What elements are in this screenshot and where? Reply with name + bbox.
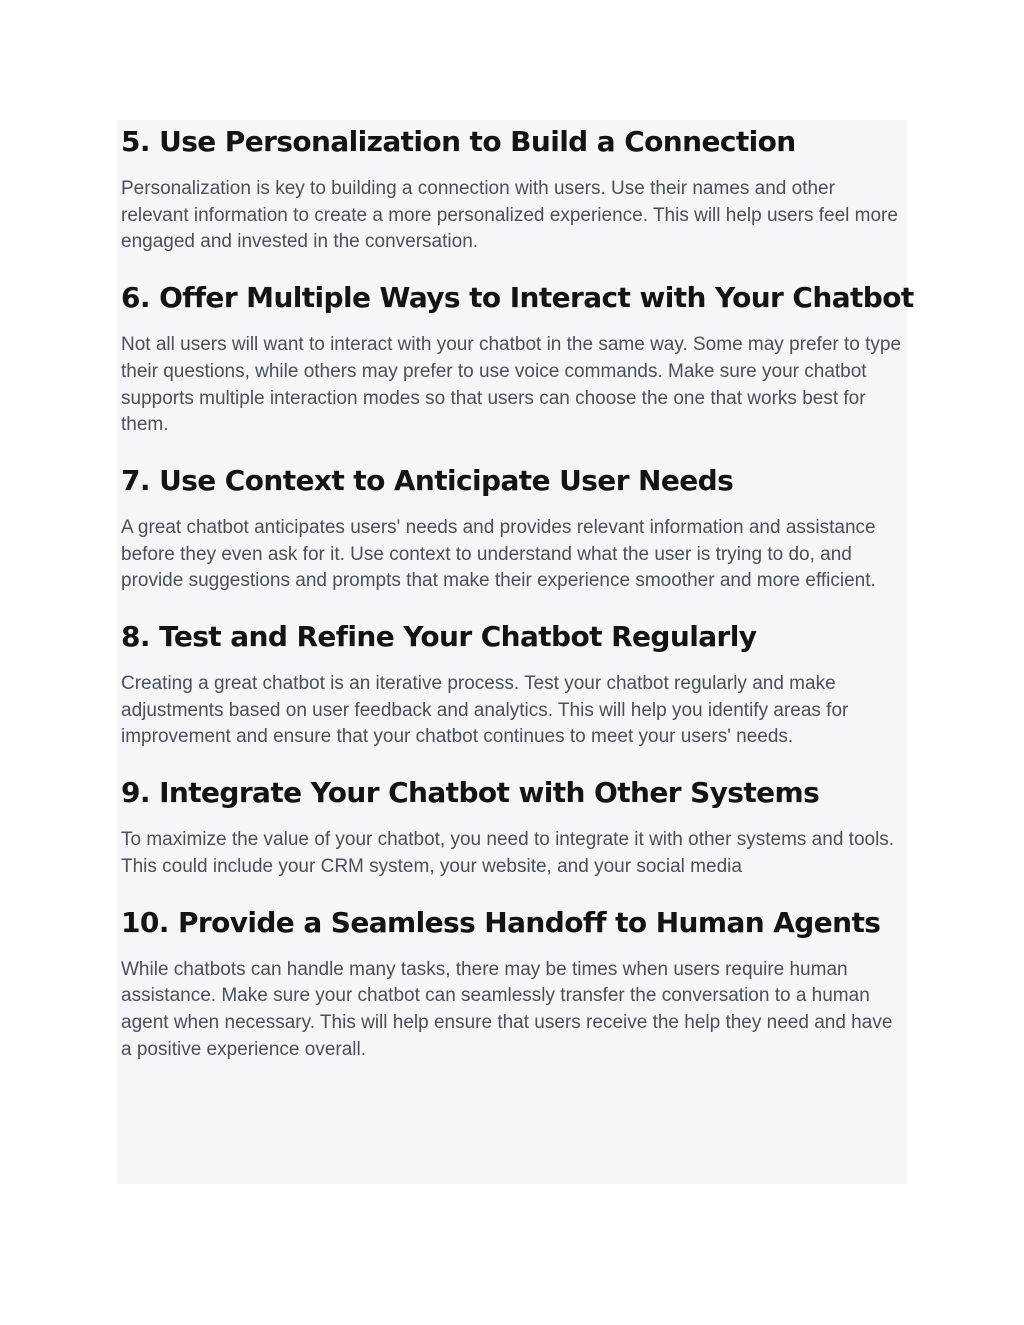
section-heading: 5. Use Personalization to Build a Connection	[121, 125, 796, 158]
section-heading: 7. Use Context to Anticipate User Needs	[121, 463, 734, 497]
section-personalization	[121, 122, 907, 256]
article-content-panel	[117, 120, 914, 1184]
section-paragraph: While chatbots can handle many tasks, there may be times when users require human assistance. Make sure your chatbot can seamlessly transfer the conversation to a human agent when necessary. This will help ensure that users receive the help they need and have a positive experience overall.	[121, 958, 893, 1060]
section-paragraph: A great chatbot anticipates users' needs and provides relevant information and assistance before they even ask for it. Use context to understand what the user is trying to do, and provide suggestions and prompts that make their experience smoother and more efficient.	[121, 516, 876, 592]
section-heading: 10. Provide a Seamless Handoff to Human Agents	[121, 905, 881, 939]
section-paragraph: Personalization is key to building a connection with users. Use their names and other relevant information to create a more personalized experience. This will help users feel more engaged and invested in the conversation.	[121, 178, 898, 253]
section-context	[121, 461, 907, 595]
section-paragraph: To maximize the value of your chatbot, you need to integrate it with other systems and tools. This could include your CRM system, your website, and your social media	[121, 829, 895, 877]
section-heading: 6. Offer Multiple Ways to Interact with Your Chatbot	[121, 281, 914, 315]
section-paragraph: Creating a great chatbot is an iterative process. Test your chatbot regularly and make adjustments based on user feedback and analytics. This will help you identify areas for improvement and ensure that your chatbot continues to meet your users' needs.	[121, 673, 849, 748]
section-test-refine	[121, 617, 907, 751]
section-integrate	[121, 773, 907, 880]
section-handoff	[121, 903, 907, 1064]
section-heading: 8. Test and Refine Your Chatbot Regularly	[121, 620, 757, 654]
section-multiple-ways	[121, 278, 914, 439]
section-paragraph: Not all users will want to interact with your chatbot in the same way. Some may prefer to type their questions, while others may prefer to use voice commands. Make sure your chatbot supports multiple interaction modes so that users can choose the one that works best for them.	[121, 334, 902, 436]
section-heading: 9. Integrate Your Chatbot with Other Systems	[121, 776, 820, 810]
